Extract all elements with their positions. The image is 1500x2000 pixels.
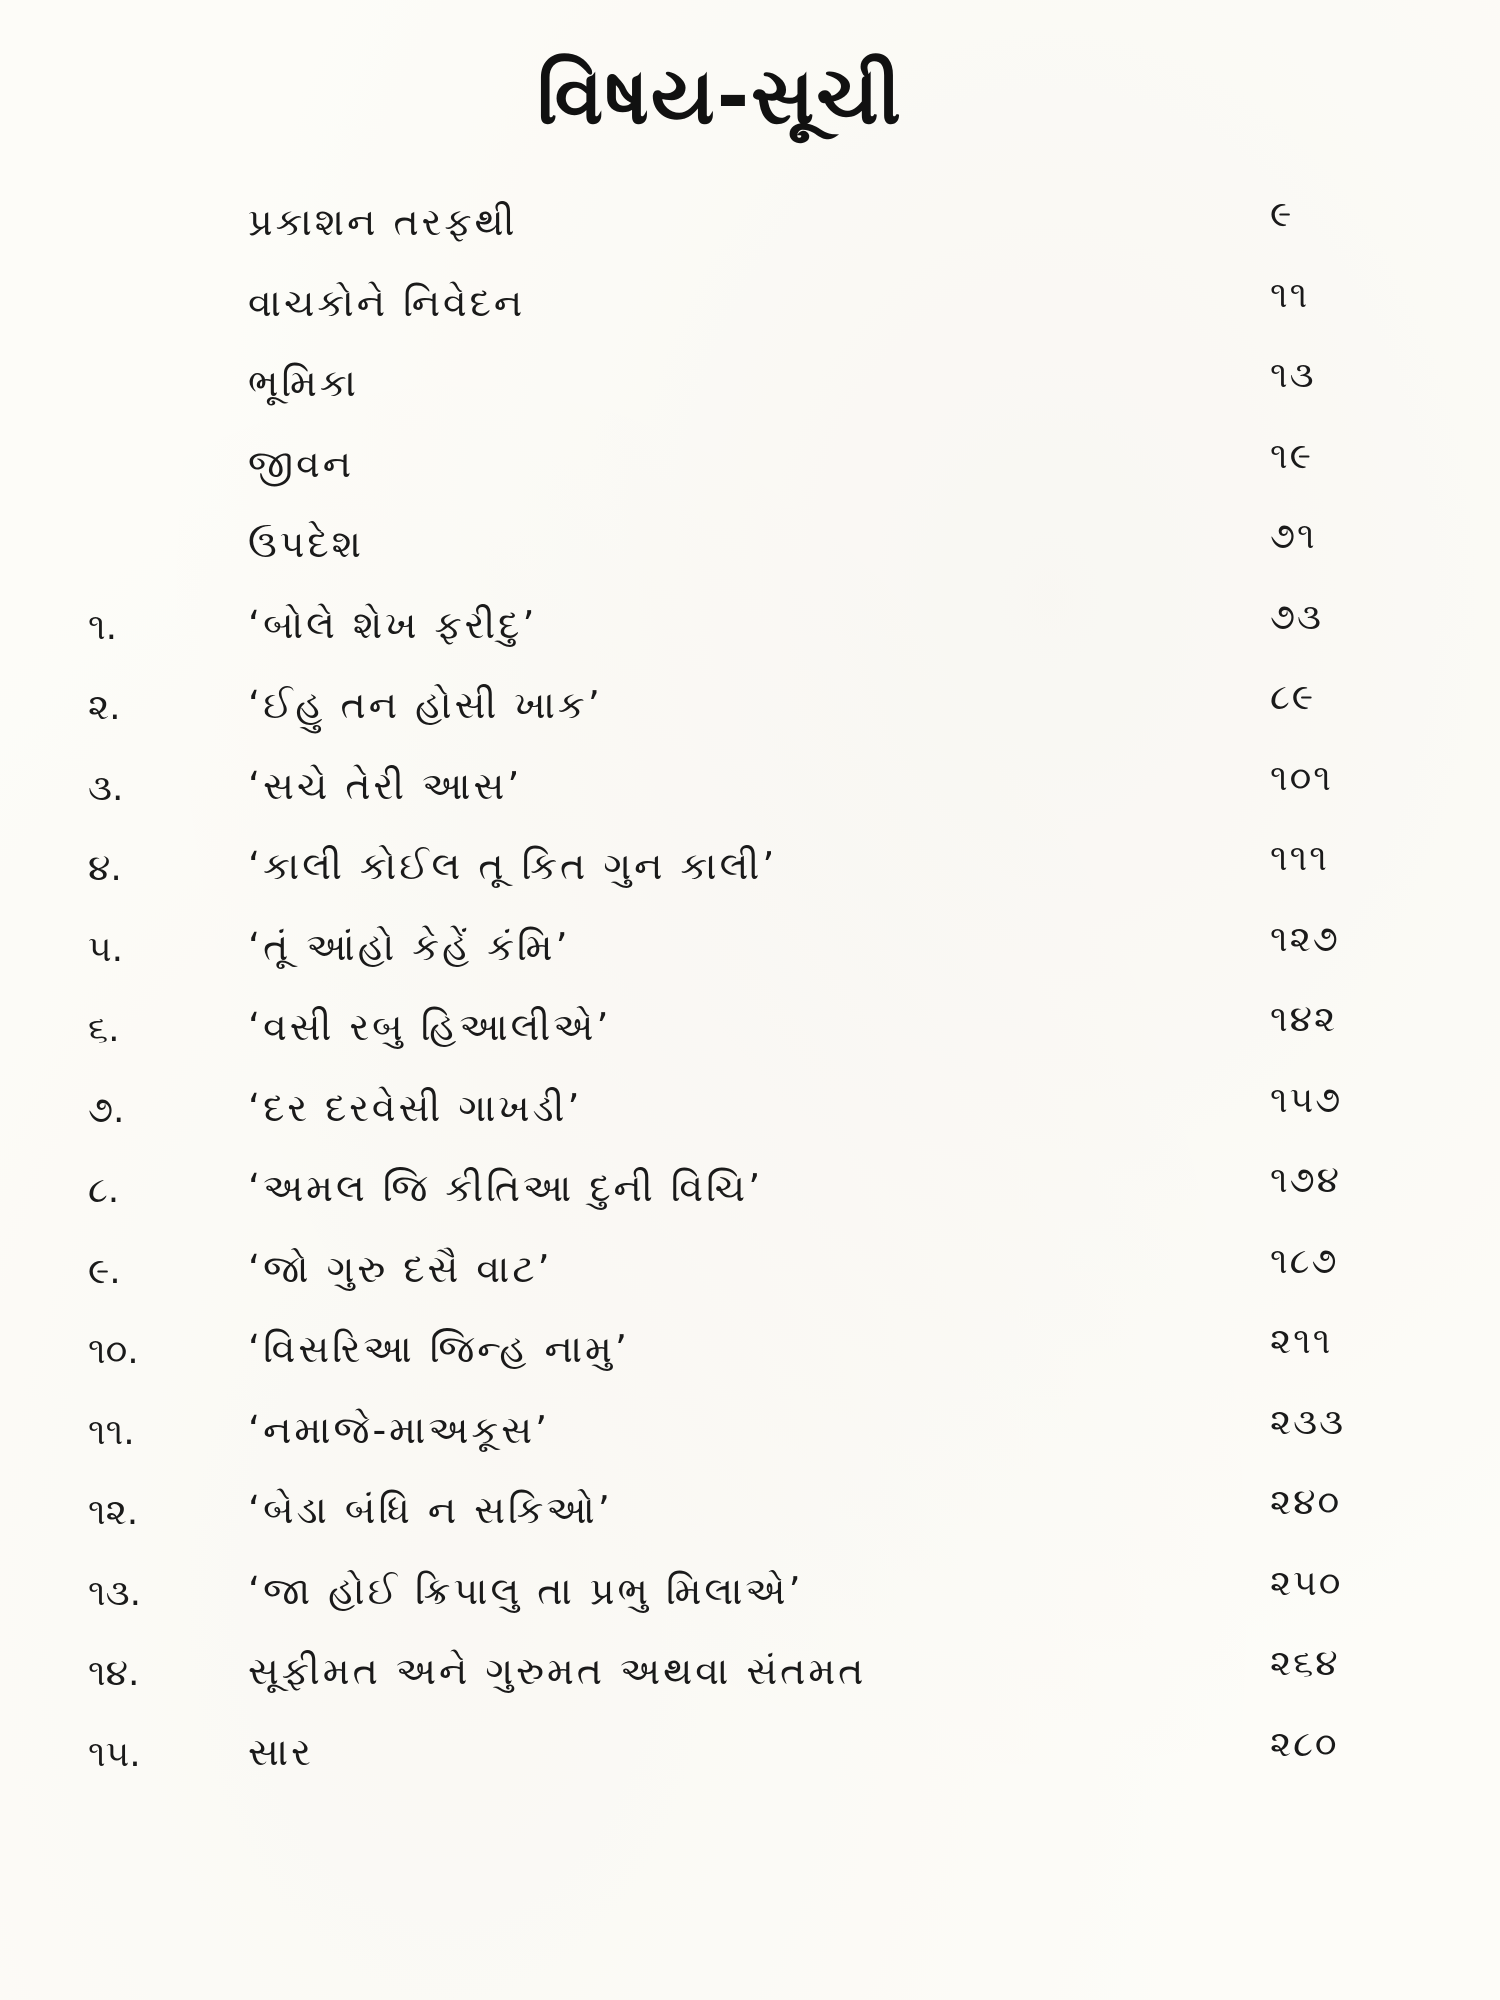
- toc-entry-title: ‘અમલ જિ કીતિઆ દુની વિચિ’: [248, 1166, 764, 1210]
- toc-entry: [0, 1076, 1500, 1157]
- table-of-contents: [0, 190, 1500, 1800]
- toc-entry-page: ૨૧૧: [1270, 1321, 1333, 1362]
- toc-entry: [0, 754, 1500, 835]
- toc-entry-number: ૭.: [88, 1089, 125, 1131]
- toc-entry-number: ૧૪.: [88, 1653, 140, 1694]
- toc-entry-number: ૪.: [88, 848, 122, 889]
- toc-entry: [0, 1639, 1500, 1720]
- toc-entry-title: ‘નમાજે-માઅકૂસ’: [248, 1407, 551, 1452]
- toc-entry-page: ૧૧૧: [1270, 838, 1329, 879]
- toc-entry: [0, 190, 1500, 271]
- toc-entry: [0, 351, 1500, 432]
- toc-entry: [0, 673, 1500, 754]
- toc-entry-number: ૫.: [88, 928, 124, 970]
- toc-entry-title: ‘કાલી કોઈલ તૂ કિત ગુન કાલી’: [248, 844, 778, 888]
- toc-entry-number: ૧.: [88, 606, 118, 648]
- toc-entry-title: ‘ઈહુ તન હોસી ખાક’: [248, 683, 603, 727]
- toc-entry: [0, 1559, 1500, 1640]
- toc-entry: [0, 915, 1500, 996]
- toc-entry-title: વાચકોને નિવેદન: [248, 280, 526, 325]
- toc-entry: [0, 1156, 1500, 1237]
- toc-entry: [0, 1237, 1500, 1318]
- toc-entry: [0, 432, 1500, 513]
- toc-entry-number: ૧૨.: [88, 1492, 139, 1533]
- toc-entry: [0, 834, 1500, 915]
- toc-entry-number: ૬.: [88, 1009, 120, 1050]
- toc-entry-page: ૧૧: [1270, 274, 1310, 316]
- toc-entry-title: ‘સચે તેરી આસ’: [248, 763, 523, 808]
- toc-entry-page: ૨૫૦: [1270, 1562, 1343, 1604]
- toc-entry: [0, 1317, 1500, 1398]
- toc-entry: [0, 1720, 1500, 1801]
- toc-entry-page: ૮૯: [1270, 677, 1316, 718]
- toc-entry-page: ૧૩: [1270, 355, 1316, 396]
- toc-entry: [0, 512, 1500, 593]
- toc-entry-page: ૧૯: [1270, 435, 1313, 477]
- toc-entry-page: ૨૩૩: [1270, 1401, 1346, 1443]
- toc-entry-title: જીવન: [248, 441, 355, 486]
- toc-entry-title: સાર: [248, 1729, 314, 1774]
- toc-entry-page: ૧૦૧: [1270, 757, 1333, 799]
- toc-entry-page: ૧૫૭: [1270, 1079, 1343, 1121]
- toc-entry-page: ૧૭૪: [1270, 1160, 1341, 1201]
- toc-entry-title: ‘જો ગુરુ દસૈ વાટ’: [248, 1246, 553, 1291]
- toc-entry-number: ૯.: [88, 1250, 121, 1292]
- toc-entry: [0, 995, 1500, 1076]
- toc-entry-title: ‘જા હોઈ ક્રિપાલુ તા પ્રભુ મિલાએ’: [248, 1568, 804, 1613]
- toc-entry-title: ઉપદેશ: [248, 522, 364, 566]
- page-title: વિષય-સૂચી: [537, 52, 903, 142]
- toc-entry: [0, 1478, 1500, 1559]
- toc-entry-page: ૭૩: [1270, 596, 1323, 638]
- toc-entry-title: ‘વસી રબુ હિઆલીએ’: [248, 1005, 612, 1049]
- toc-entry-page: ૭૧: [1270, 516, 1317, 557]
- toc-entry-page: ૧૮૭: [1270, 1240, 1339, 1282]
- toc-entry-title: ‘દર દરવેસી ગાખડી’: [248, 1085, 583, 1130]
- toc-entry-page: ૨૬૪: [1270, 1643, 1340, 1684]
- toc-entry-title: ‘બેડા બંધિ ન સકિઓ’: [248, 1488, 613, 1532]
- toc-entry-number: ૩.: [88, 767, 124, 809]
- toc-entry-number: ૧૧.: [88, 1411, 135, 1453]
- toc-entry-number: ૨.: [88, 687, 121, 728]
- toc-entry-page: ૧૪૨: [1270, 999, 1338, 1040]
- toc-entry-title: ‘તૂં આંહો કેહેં કંમિ’: [248, 924, 571, 969]
- toc-entry-number: ૧૦.: [88, 1331, 139, 1372]
- toc-entry-number: ૧૩.: [88, 1572, 142, 1614]
- toc-entry: [0, 593, 1500, 674]
- toc-entry-page: ૯: [1270, 194, 1294, 235]
- toc-entry-title: ‘બોલે શેખ ફરીદુ’: [248, 602, 538, 647]
- toc-entry-page: ૧૨૭: [1270, 918, 1340, 960]
- toc-entry-title: ‘વિસરિઆ જિન્હ નામુ’: [248, 1327, 630, 1371]
- toc-entry-title: સૂફીમત અને ગુરુમત અથવા સંતમત: [248, 1649, 867, 1693]
- toc-entry-page: ૨૪૦: [1270, 1482, 1342, 1523]
- toc-entry-number: ૮.: [88, 1170, 120, 1211]
- toc-entry-title: ભૂમિકા: [248, 361, 359, 405]
- toc-entry-page: ૨૮૦: [1270, 1723, 1339, 1765]
- toc-entry: [0, 271, 1500, 352]
- toc-entry-number: ૧૫.: [88, 1733, 141, 1775]
- toc-entry-title: પ્રકાશન તરફથી: [248, 200, 518, 244]
- toc-entry: [0, 1398, 1500, 1479]
